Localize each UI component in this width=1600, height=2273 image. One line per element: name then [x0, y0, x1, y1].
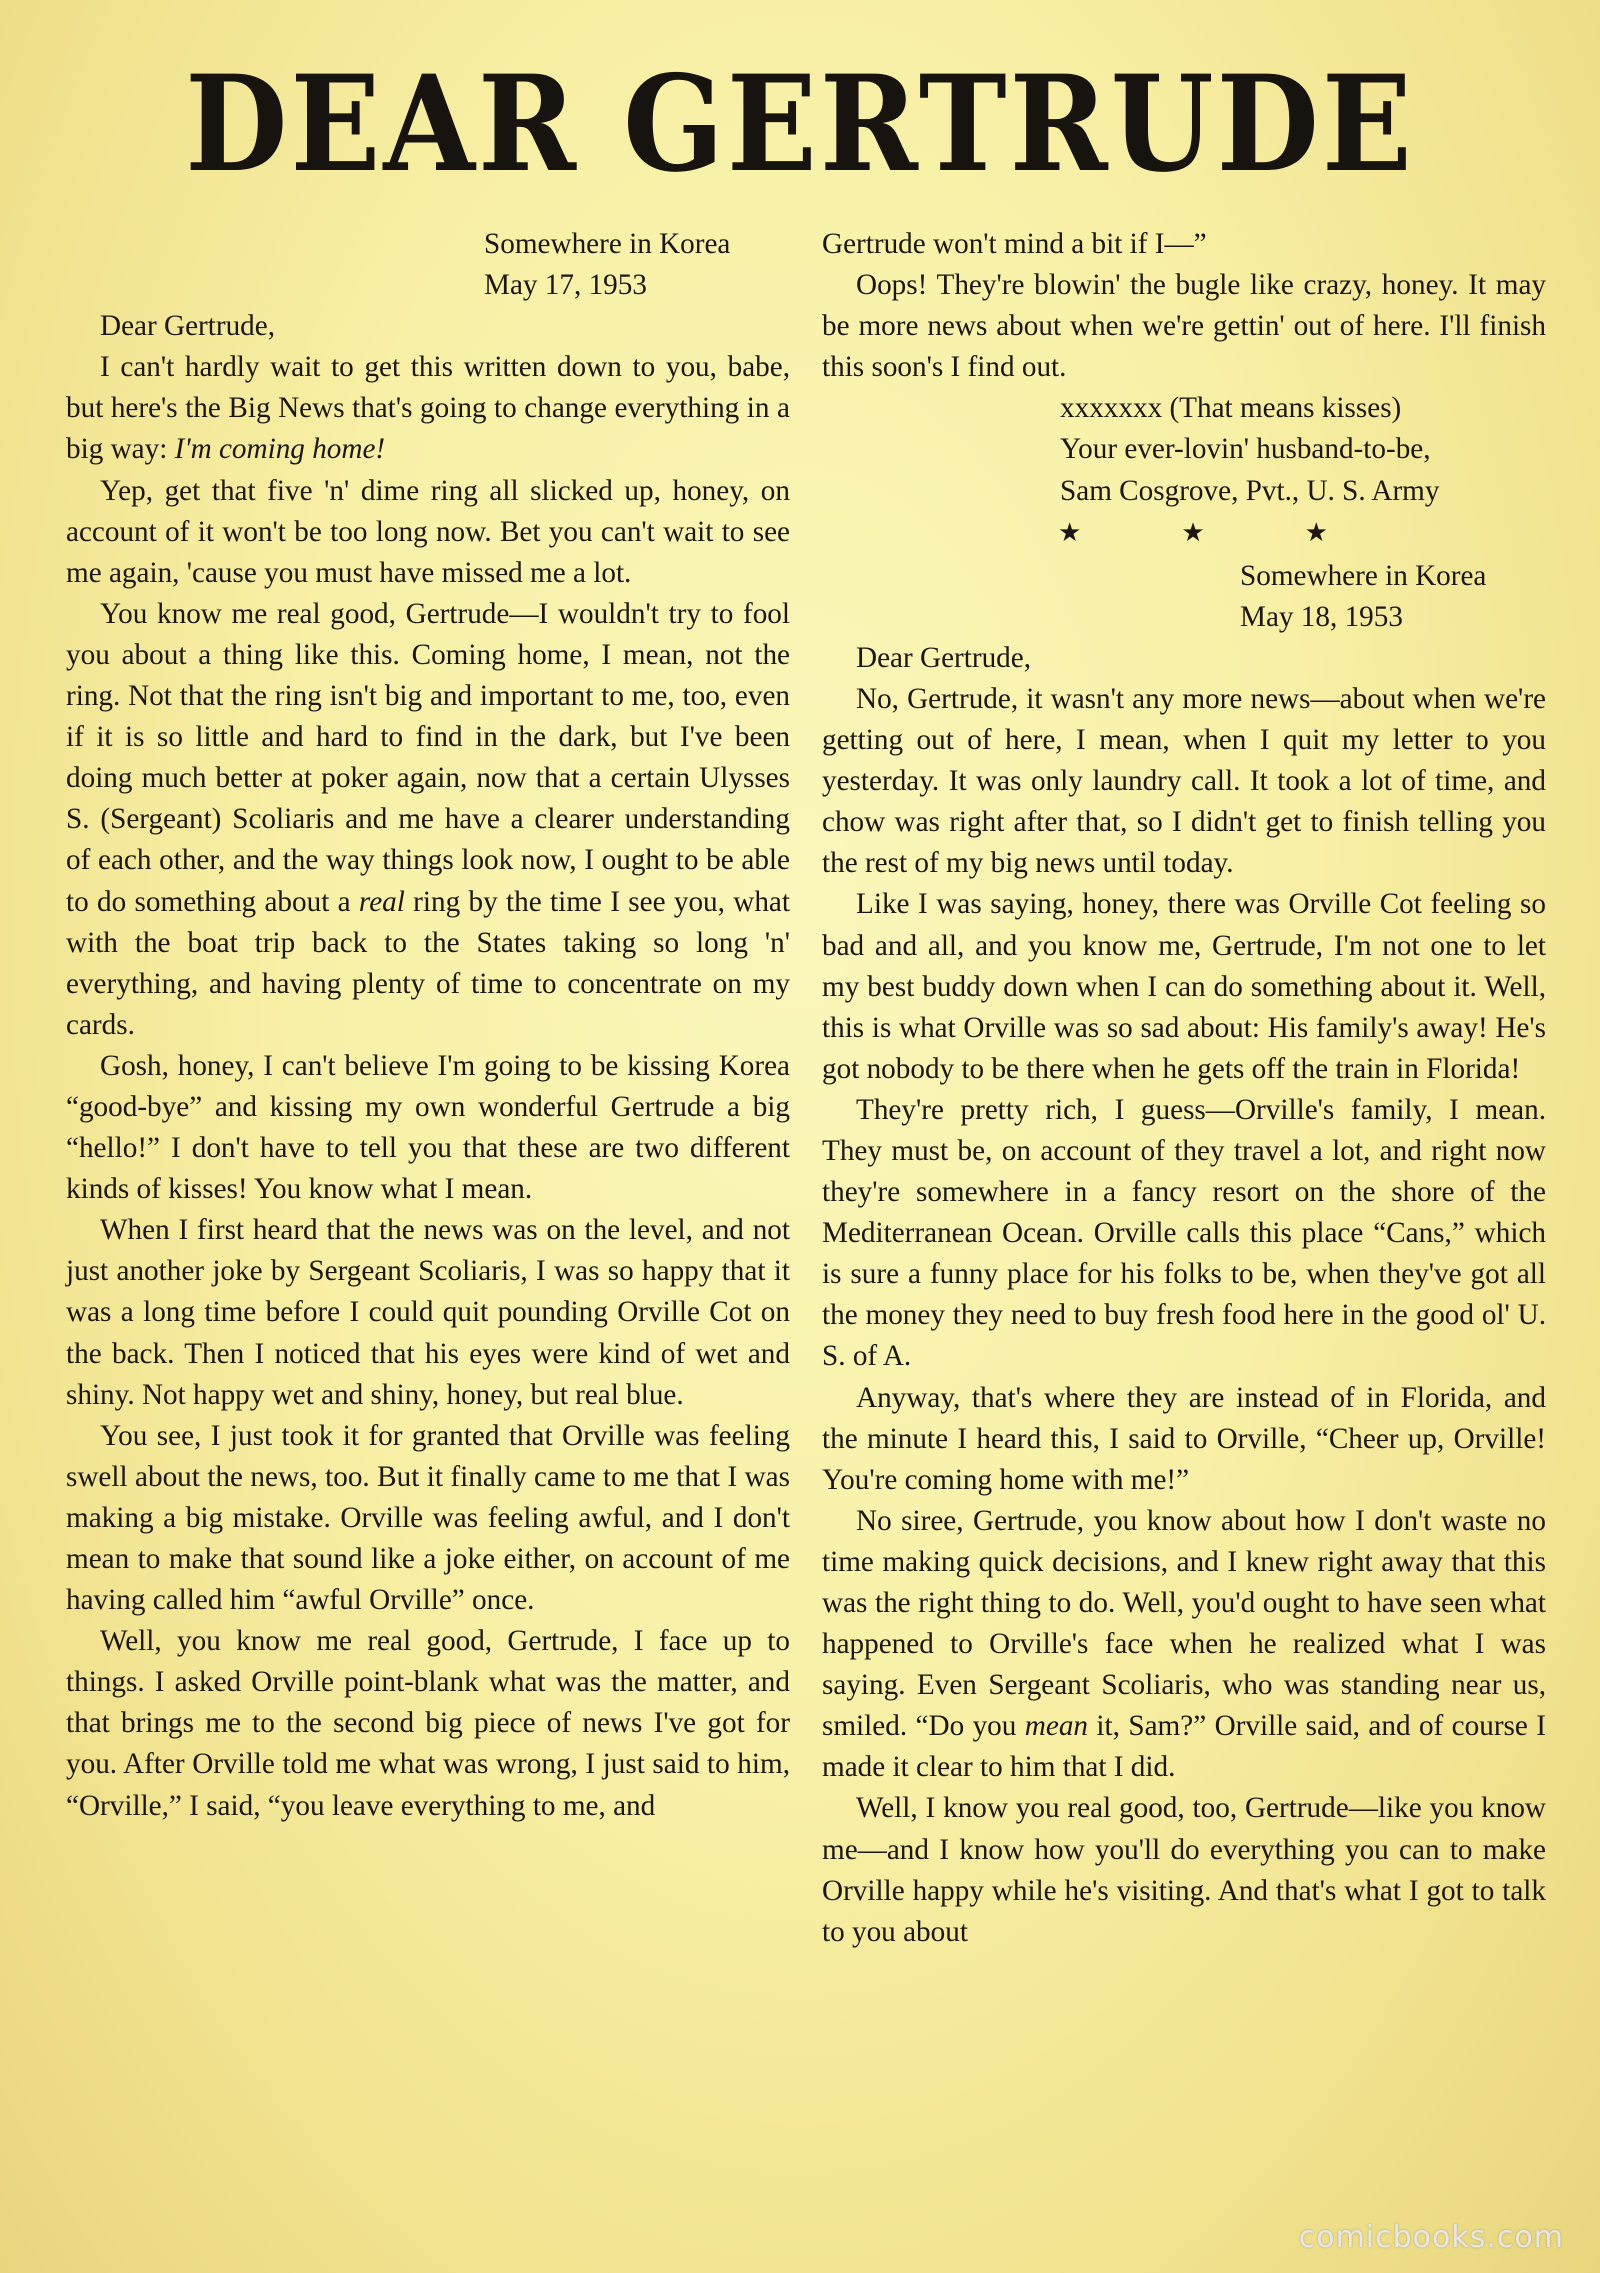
letter1-paragraph	[66, 594, 790, 1046]
letter1-paragraph: Gosh, honey, I can't believe I'm going to be kissing Korea “good-bye” and kissing my own wonderful Gertrude a big “hello!” I don't have to tell you that these are two different kinds of kisses! You know what I mean.	[66, 1049, 790, 1206]
letter2-place: Somewhere in Korea	[1240, 559, 1487, 592]
paragraph-text: I can't hardly wait to get this written down to you, babe, but here's the Big News that's going to change everything in a big way:	[66, 351, 790, 466]
letter1-continuation: Gertrude won't mind a bit if I—”	[822, 228, 1207, 260]
letter1-signoff	[1060, 388, 1546, 511]
paragraph-text: You know me real good, Gertrude—I wouldn't try to fool you about a thing like this. Coming home, I mean, not the ring. Not that the ring isn't big and important to me, too, even if it is so little and hard to find in the dark, but I've been doing much better at poker again, now that a certain Ulysses S. (Sergeant) Scoliaris and me have a clearer understanding of each other, and the way things look now, I ought to be able to do something about a	[66, 597, 790, 918]
signoff-closing: Your ever-lovin' husband-to-be,	[1060, 433, 1431, 466]
left-column	[66, 224, 790, 1827]
signoff-kisses: xxxxxxx (That means kisses)	[1060, 392, 1402, 425]
letter1-paragraph: Well, you know me real good, Gertrude, I face up to things. I asked Orville point-blank what was the matter, and that brings me to the second big piece of news I've got for you. After Orville told me what was wrong, I just said to him, “Orville,” I said, “you leave everything to me, and	[66, 1625, 790, 1822]
letter2-date: May 18, 1953	[1240, 600, 1403, 633]
letter2-paragraph: No, Gertrude, it wasn't any more news—about when we're getting out of here, I mean, when I quit my letter to you yesterday. It was only laundry call. It took a lot of time, and chow was right after that, so I didn't get to finish telling you the rest of my big news until today.	[822, 682, 1546, 880]
page-title: DEAR GERTRUDE	[185, 45, 1415, 202]
letter2-salutation: Dear Gertrude,	[856, 641, 1032, 674]
star-icon: ★	[1304, 517, 1328, 547]
letter2-paragraph: Anyway, that's where they are instead of in Florida, and the minute I heard this, I said to Orville, “Cheer up, Orville! You're coming home with me!”	[822, 1381, 1546, 1496]
letter2-paragraph: They're pretty rich, I guess—Orville's family, I mean. They must be, on account of they travel a lot, and right now they're somewhere in a fancy resort on the shore of the Mediterranean Ocean. Orville calls this place “Cans,” which is sure a funny place for his folks to be, when they've got all the money they need to buy fresh food here in the good ol' U. S. of A.	[822, 1093, 1546, 1373]
paragraph-text: No siree, Gertrude, you know about how I don't waste no time making quick decisions, and I knew right away that this was the right thing to do. Well, you'd ought to have seen what happened to Orville's face when he realized what I was saying. Even Sergeant Scoliaris, who was standing near us, smiled. “Do you	[822, 1504, 1546, 1743]
paragraph-text: it, Sam?” Orville said, and of course I made it clear to him that I did.	[822, 1710, 1546, 1784]
signoff-signature: Sam Cosgrove, Pvt., U. S. Army	[1060, 474, 1440, 507]
letter2-paragraph: Well, I know you real good, too, Gertrude—like you know me—and I know how you'll do everything you can to make Orville happy while he's visiting. And that's what I got to talk to you about	[822, 1792, 1546, 1948]
emphasis-text: real	[358, 885, 405, 918]
emphasis-text: I'm coming home!	[174, 433, 386, 466]
star-icon: ★	[1181, 517, 1205, 547]
letter1-paragraph: Oops! They're blowin' the bugle like crazy, honey. It may be more news about when we're gettin' out of here. I'll finish this soon's I find out.	[822, 269, 1546, 384]
section-divider-stars	[1058, 512, 1546, 556]
letter1-paragraph: You see, I just took it for granted that Orville was feeling swell about the news, too. But it finally came to me that I was making a big mistake. Orville was feeling awful, and I don't mean to make that sound like a joke either, on account of me having called him “awful Orville” once.	[66, 1419, 790, 1617]
letter1-paragraph: Yep, get that five 'n' dime ring all slicked up, honey, on account of it won't be too long now. Bet you can't wait to see me again, 'cause you must have missed me a lot.	[66, 474, 790, 589]
right-column	[822, 224, 1546, 1953]
watermark-text: comicbooks.com	[1298, 2220, 1564, 2255]
letter1-paragraph	[66, 347, 790, 470]
star-icon: ★	[1058, 517, 1082, 547]
letter1-place: Somewhere in Korea	[484, 228, 731, 260]
paragraph-text: ring by the time I see you, what with the boat trip back to the States taking so long 'n' everything, and having plenty of time to concentrate on my cards.	[66, 885, 790, 1041]
emphasis-text: mean	[1024, 1710, 1089, 1743]
letter2-paragraph: Like I was saying, honey, there was Orville Cot feeling so bad and all, and you know me, Gertrude, I'm not one to let my best buddy down when I can do something about it. Well, this is what Orville was so sad about: His family's away! He's got nobody to be there when he gets off the train in Florida!	[822, 888, 1546, 1085]
letter1-salutation: Dear Gertrude,	[100, 310, 276, 343]
letter2-paragraph	[822, 1501, 1546, 1789]
letter1-date: May 17, 1953	[484, 269, 647, 302]
letter1-paragraph: When I first heard that the news was on the level, and not just another joke by Sergeant Scoliaris, I was so happy that it was a long time before I could quit pounding Orville Cot on the back. Then I noticed that his eyes were kind of wet and shiny. Not happy wet and shiny, honey, but real blue.	[66, 1214, 790, 1411]
